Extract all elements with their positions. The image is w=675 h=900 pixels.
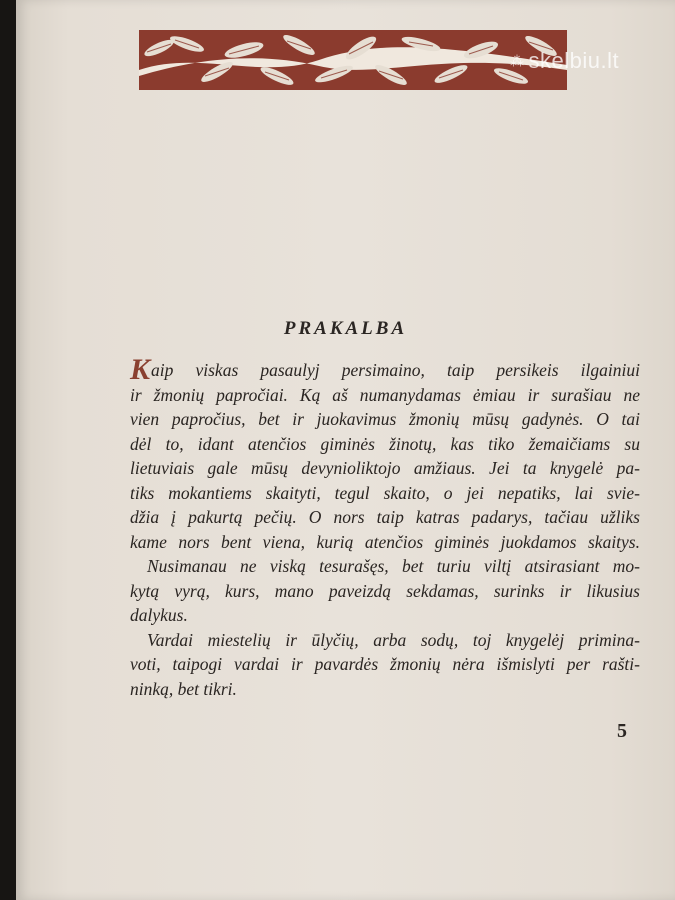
book-page bbox=[16, 0, 675, 900]
watermark bbox=[510, 48, 619, 74]
text-line: Nusimanau ne viską tesurašęs, bet turiu viltį atsirasiant mo- bbox=[147, 556, 640, 576]
page-number: 5 bbox=[617, 720, 627, 742]
drop-cap: K bbox=[130, 353, 151, 386]
text-line: kame nors bent viena, kurią atenčios giminės juokdamos skaitys. bbox=[130, 531, 640, 552]
text-line: dėl to, idant atenčios giminės žinotų, kas tiko žemaičiams su bbox=[130, 433, 640, 454]
text-line: vien papročius, bet ir juokavimus žmonių mūsų gadynės. O tai bbox=[130, 409, 640, 429]
text-line: džia į pakurtą pečių. O nors taip katras padarys, tačiau užliks bbox=[130, 507, 640, 527]
text-line: Vardai miestelių ir ūlyčių, arba sodų, toj knygelėj primina- bbox=[147, 629, 640, 650]
text-line: ninką, bet tikri. bbox=[130, 678, 237, 699]
watermark-text: skelbiu.lt bbox=[528, 48, 620, 73]
leaf-ornament-banner bbox=[139, 30, 567, 90]
text-line: voti, taipogi vardai ir pavardės žmonių nėra išmislyti per rašti- bbox=[130, 654, 640, 674]
preface-text bbox=[130, 353, 640, 701]
text-line: kytą vyrą, kurs, mano paveizdą sekdamas, surinks ir likusius bbox=[130, 580, 640, 601]
watermark-logo-icon: ⁂ bbox=[510, 52, 525, 69]
text-line: dalykus. bbox=[130, 605, 188, 625]
chapter-heading: PRAKALBA bbox=[283, 318, 408, 339]
text-line: lietuviais gale mūsų devynioliktojo amžiaus. Jei ta knygelė pa- bbox=[130, 458, 640, 478]
text-line: ir žmonių papročiai. Ką aš numanydamas ėmiau ir surašiau ne bbox=[130, 384, 640, 405]
text-line: tiks mokantiems skaityti, tegul skaito, o jei nepatiks, lai svie- bbox=[130, 482, 640, 503]
text-line: Kaip viskas pasaulyj persimaino, taip persikeis ilgainiui bbox=[130, 353, 640, 386]
